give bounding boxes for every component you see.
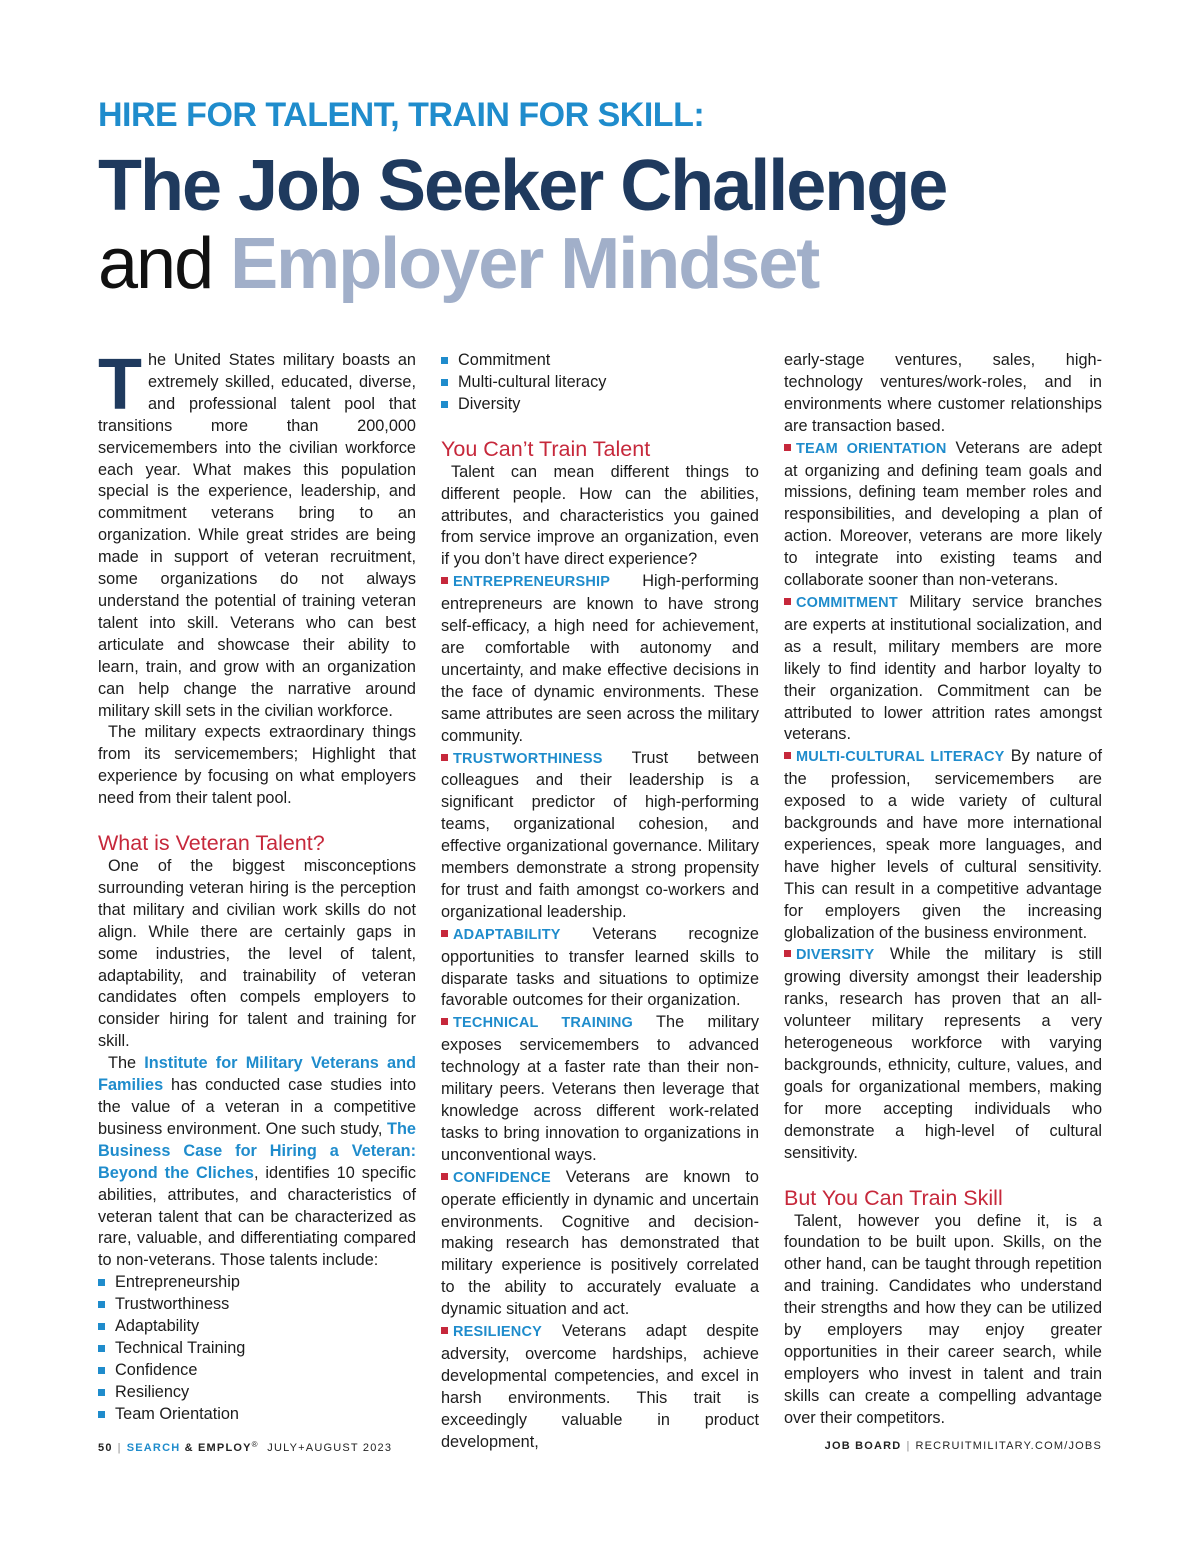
paragraph-continued: early-stage ventures, sales, high-technology ventures/work-roles, and in environments where customer relationships are transaction based.	[784, 351, 1102, 435]
list-item	[98, 1294, 416, 1316]
section-heading-cant-train-talent: You Can’t Train Talent	[441, 436, 651, 461]
trait-text: Veterans are known to operate efficiently in dynamic and uncertain environments. Cognitive and decision-making research has demonstrated that military experience is positively correlated to the ability to accurately evaluate a dynamic situation and act.	[441, 1167, 759, 1319]
list-item	[98, 1316, 416, 1338]
trait-label: MULTI-CULTURAL LITERACY	[796, 749, 1005, 766]
bullet-icon	[98, 1301, 105, 1308]
paragraph-with-links	[98, 1053, 416, 1272]
trait-label: DIVERSITY	[796, 947, 875, 964]
paragraph: Talent, however you define it, is a foundation to be built upon. Skills, on the other hand, can be taught through repetition and training. Candidates who understand their strengths and how they can be utilized by employers may enjoy greater opportunities in their career search, while employers who invest in talent and train skills can create a compelling advantage over their competitors.	[784, 1211, 1102, 1427]
list-item	[98, 1404, 416, 1426]
bullet-icon	[98, 1367, 105, 1374]
trait-label: RESILIENCY	[453, 1324, 543, 1341]
trait-paragraph-adaptability	[441, 924, 759, 1013]
article-title-line2	[98, 222, 818, 306]
trait-paragraph-multicultural	[784, 746, 1102, 944]
title-and: and	[98, 224, 213, 304]
trait-label: ENTREPRENEURSHIP	[453, 574, 611, 591]
red-square-icon	[784, 444, 791, 451]
issue-date: JULY+AUGUST 2023	[267, 1442, 393, 1454]
trait-label: TRUSTWORTHINESS	[453, 750, 603, 767]
column-2	[441, 350, 759, 1454]
trait-text: Veterans adapt despite adversity, overcome hardships, achieve developmental competencies, and excel in harsh environments. This trait is exceedingly valuable in product development,	[441, 1322, 759, 1451]
talent-list-continued	[441, 350, 759, 416]
link-institute[interactable]: Institute for Military Veterans and Families	[98, 1054, 416, 1095]
link-business-case[interactable]: The Business Case for Hiring a Veteran: Beyond the Cliches	[98, 1119, 416, 1182]
footer-separator: |	[906, 1440, 911, 1452]
text-run: has conducted case studies into the value of a veteran in a competitive business environment. One such study,	[98, 1076, 416, 1138]
trait-text: The military exposes servicemembers to advanced technology at a faster rate than their non-military peers. Veterans then leverage that knowledge across different work-related tasks to bring innovation to organizations in unconventional ways.	[441, 1013, 759, 1164]
trait-text: Military service branches are experts at institutional socialization, and as a result, military members are more likely to find identity and harbor loyalty to their organization. Commitment can be attributed to lower attrition rates amongst veterans.	[784, 592, 1102, 744]
bullet-icon	[98, 1411, 105, 1418]
trait-text: Veterans recognize opportunities to transfer learned skills to disparate tasks and situations to optimize favorable outcomes for their organization.	[441, 924, 759, 1010]
trait-paragraph-entrepreneurship	[441, 571, 759, 747]
bullet-icon	[441, 357, 448, 364]
trait-paragraph-confidence	[441, 1167, 759, 1321]
list-item-label: Confidence	[115, 1360, 198, 1379]
intro-text: he United States military boasts an extremely skilled, educated, diverse, and professional talent pool that transitions more than 200,000 servicemembers into the civilian workforce each year. What makes this population special is the experience, leadership, and commitment veterans bring to an organization. While great strides are being made in support of veteran recruitment, some organizations do not always understand the potential of training veteran talent into skill. Veterans who can best articulate and showcase their ability to learn, train, and grow with an organization can help change the narrative around military skill sets in the civilian workforce.	[98, 351, 416, 720]
footer-separator: |	[117, 1442, 122, 1454]
trait-label: COMMITMENT	[796, 594, 898, 611]
bullet-icon	[98, 1389, 105, 1396]
red-square-icon	[784, 752, 791, 759]
list-item	[98, 1382, 416, 1404]
brand-search: SEARCH	[126, 1442, 181, 1454]
trait-label: CONFIDENCE	[453, 1169, 551, 1186]
list-item	[98, 1272, 416, 1294]
list-item	[98, 1360, 416, 1382]
footer-url[interactable]: RECRUITMILITARY.COM/JOBS	[915, 1440, 1102, 1452]
red-square-icon	[441, 577, 448, 584]
bullet-icon	[441, 379, 448, 386]
page-number: 50	[98, 1442, 113, 1454]
section-name: JOB BOARD	[824, 1440, 902, 1452]
list-item-label: Technical Training	[115, 1338, 246, 1357]
text-run: , identifies 10 specific abilities, attributes, and characteristics of veteran talent that can be characterized as rare, valuable, and differentiating compared to non-veterans. Those talents include:	[98, 1163, 416, 1270]
list-item	[98, 1338, 416, 1360]
trait-paragraph-trustworthiness	[441, 748, 759, 924]
list-item-label: Commitment	[458, 351, 551, 369]
list-item-label: Team Orientation	[115, 1404, 239, 1423]
list-item-label: Trustworthiness	[115, 1295, 230, 1314]
talent-list	[98, 1272, 416, 1425]
trait-text: Trust between colleagues and their leadership is a significant predictor of high-performing teams, organizational cohesion, and effective organizational governance. Military members demonstrate a strong propensity for trust and faith amongst co-workers and organizational leadership.	[441, 748, 759, 921]
trait-paragraph-commitment	[784, 592, 1102, 746]
footer-right	[825, 1440, 1102, 1452]
trait-paragraph-resiliency	[441, 1321, 759, 1453]
list-item	[441, 372, 759, 394]
trait-paragraph-diversity	[784, 944, 1102, 1164]
title-emphasis: Employer Mindset	[230, 224, 819, 304]
red-square-icon	[441, 1173, 448, 1180]
trait-label: TECHNICAL TRAINING	[453, 1015, 634, 1032]
list-item-label: Adaptability	[115, 1317, 200, 1336]
list-item	[441, 350, 759, 372]
column-3	[784, 350, 1102, 1430]
trait-text: High-performing entrepreneurs are known to have strong self-efficacy, a high need for achievement, are comfortable with autonomy and uncertainty, and make effective decisions in the face of dynamic environments. These same attributes are seen across the military community.	[441, 572, 759, 745]
trait-paragraph-technical-training	[441, 1012, 759, 1166]
article-title: The Job Seeker Challenge	[98, 146, 947, 226]
paragraph: The military expects extraordinary things from its servicemembers; Highlight that experience by focusing on what employers need from their talent pool.	[98, 723, 416, 808]
bullet-icon	[98, 1345, 105, 1352]
red-square-icon	[441, 1327, 448, 1334]
text-run: The	[108, 1054, 145, 1073]
red-square-icon	[784, 598, 791, 605]
list-item	[441, 394, 759, 416]
trait-paragraph-team-orientation	[784, 438, 1102, 592]
section-heading-train-skill: But You Can Train Skill	[784, 1185, 1003, 1210]
red-square-icon	[784, 950, 791, 957]
trait-label: ADAPTABILITY	[453, 926, 561, 943]
list-item-label: Diversity	[458, 394, 521, 413]
red-square-icon	[441, 1018, 448, 1025]
bullet-icon	[441, 401, 448, 408]
red-square-icon	[441, 754, 448, 761]
list-item-label: Entrepreneurship	[115, 1273, 240, 1292]
trait-label: TEAM ORIENTATION	[796, 440, 947, 457]
footer-left	[98, 1440, 392, 1454]
paragraph: Talent can mean different things to different people. How can the abilities, attributes, and characteristics you gained from service improve an organization, even if you don’t have direct experience?	[441, 462, 759, 569]
trait-text: By nature of the profession, servicemembers are exposed to a wide variety of cultural backgrounds and have more international experiences, speak more languages, and have higher levels of cultural sensitivity. This can result in a competitive advantage for employers given the increasing globalization of the business environment.	[784, 747, 1102, 942]
registered-mark: ®	[251, 1440, 259, 1449]
section-heading-veteran-talent: What is Veteran Talent?	[98, 831, 325, 856]
intro-paragraph	[98, 345, 416, 722]
drop-cap: T	[98, 345, 142, 425]
article-kicker: HIRE FOR TALENT, TRAIN FOR SKILL:	[98, 96, 705, 134]
trait-text: Veterans are adept at organizing and defining team goals and missions, defining team member roles and responsibilities, and developing a plan of action. Moreover, veterans are more likely to integrate into existing teams and collaborate sooner than non-veterans.	[784, 438, 1102, 590]
paragraph: One of the biggest misconceptions surrounding veteran hiring is the perception that military and civilian work skills do not align. While there are certainly gaps in some industries, the level of talent, adaptability, and trainability of veteran candidates often compels employers to consider hiring for talent and training for skill.	[98, 857, 416, 1051]
bullet-icon	[98, 1279, 105, 1286]
trait-text: While the military is still growing diversity amongst their leadership ranks, research has proven that an all-volunteer military represents a very heterogeneous workforce with varying backgrounds, ethnicity, culture, values, and goals for organizational members, making for more accepting individuals who demonstrate a high-level of cultural sensitivity.	[784, 945, 1102, 1162]
list-item-label: Multi-cultural literacy	[458, 372, 607, 391]
brand-employ: & EMPLOY	[180, 1442, 252, 1454]
red-square-icon	[441, 930, 448, 937]
bullet-icon	[98, 1323, 105, 1330]
list-item-label: Resiliency	[115, 1382, 190, 1401]
column-1	[98, 345, 416, 1426]
